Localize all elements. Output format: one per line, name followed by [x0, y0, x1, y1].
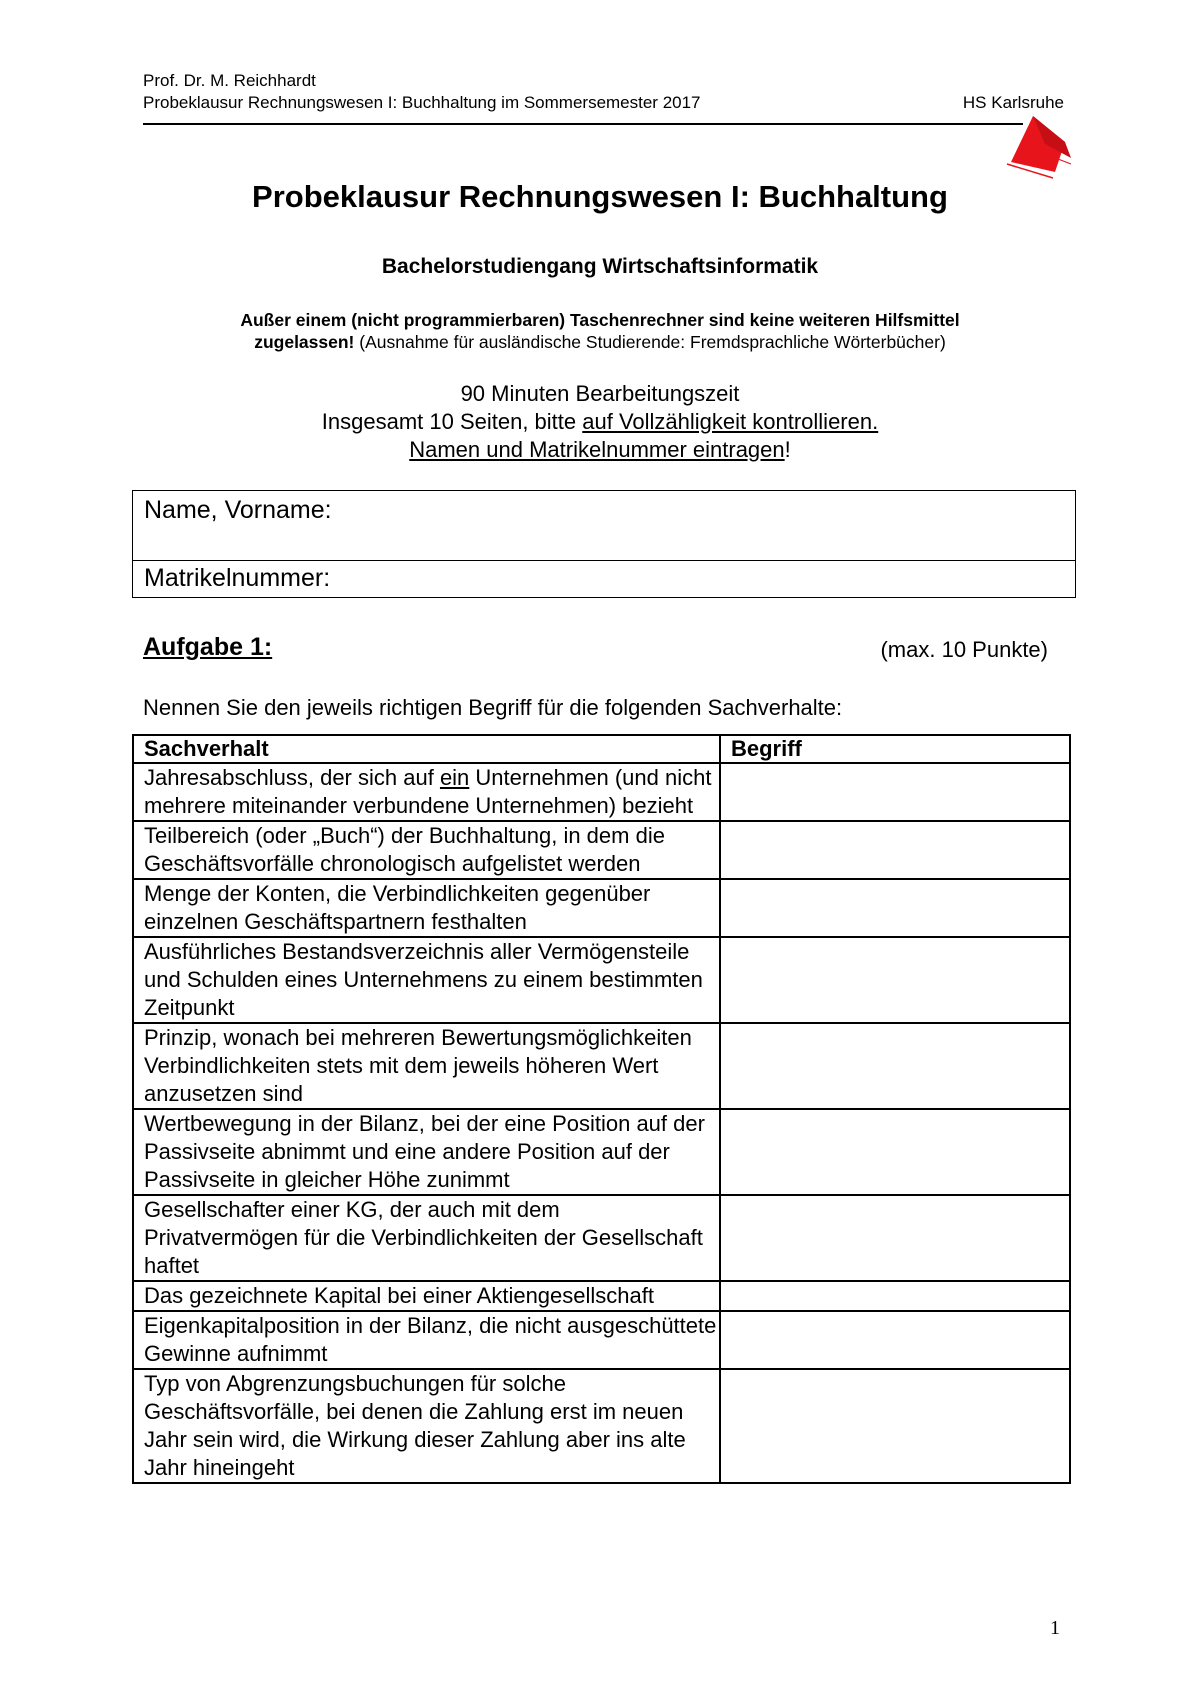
row-1-text-underlined: ein — [439, 765, 470, 790]
sachverhalt-cell: Das gezeichnete Kapital bei einer Aktiengesellschaft — [133, 1281, 720, 1311]
name-instruction-post: ! — [784, 437, 791, 462]
aids-allowed: zugelassen! — [254, 332, 355, 352]
begriff-answer-cell[interactable] — [720, 1195, 1070, 1281]
row-1-text-post: Unternehmen (und nicht mehrere miteinander verbundene Unternehmen) bezieht — [144, 765, 712, 818]
sachverhalt-cell: Ausführliches Bestandsverzeichnis aller Vermögensteile und Schulden eines Unternehmens zu einem bestimmten Zeitpunkt — [133, 937, 720, 1023]
sachverhalt-cell: Eigenkapitalposition in der Bilanz, die nicht ausgeschüttete Gewinne aufnimmt — [133, 1311, 720, 1369]
aids-exception: (Ausnahme für ausländische Studierende: Fremdsprachliche Wörterbücher) — [354, 332, 946, 352]
name-instruction-link: Namen und Matrikelnummer eintragen — [409, 437, 785, 462]
begriff-answer-cell[interactable] — [720, 1023, 1070, 1109]
aids-line-1: Außer einem (nicht programmierbaren) Taschenrechner sind keine weiteren Hilfsmittel — [240, 310, 960, 330]
aids-line-2 — [0, 331, 1200, 353]
sachverhalt-cell — [133, 763, 720, 821]
begriff-answer-cell[interactable] — [720, 1311, 1070, 1369]
table-row — [133, 1311, 1070, 1369]
hs-karlsruhe-logo-icon — [1005, 114, 1075, 182]
begriff-answer-cell[interactable] — [720, 1369, 1070, 1483]
name-label: Name, Vorname: — [144, 496, 332, 524]
header-author: Prof. Dr. M. Reichhardt — [143, 71, 316, 90]
header-institution: HS Karlsruhe — [962, 93, 1064, 112]
name-instruction — [0, 436, 1200, 464]
sachverhalt-cell: Gesellschafter einer KG, der auch mit dem Privatvermögen für die Verbindlichkeiten der Gesellschaft haftet — [133, 1195, 720, 1281]
table-row — [133, 879, 1070, 937]
matrikel-label: Matrikelnummer: — [144, 564, 331, 592]
table-row — [133, 1369, 1070, 1483]
header-rule — [143, 123, 1023, 125]
task-title: Aufgabe 1: — [143, 633, 273, 661]
task-points: (max. 10 Punkte) — [880, 637, 1048, 662]
student-info-box — [132, 490, 1076, 598]
begriff-answer-cell[interactable] — [720, 937, 1070, 1023]
pages-check: auf Vollzähligkeit kontrollieren. — [582, 409, 879, 434]
aids-notice — [0, 309, 1200, 353]
row-1-text-pre: Jahresabschluss, der sich auf — [144, 765, 440, 790]
begriff-answer-cell[interactable] — [720, 879, 1070, 937]
duration-text: 90 Minuten Bearbeitungszeit — [460, 381, 740, 406]
table-row — [133, 1109, 1070, 1195]
column-header-begriff: Begriff — [720, 735, 1070, 763]
program-name: Bachelorstudiengang Wirtschaftsinformatik — [381, 255, 819, 278]
sachverhalt-cell: Wertbewegung in der Bilanz, bei der eine Position auf der Passivseite abnimmt und eine andere Position auf der Passivseite in gleicher Höhe zunimmt — [133, 1109, 720, 1195]
table-row — [133, 1023, 1070, 1109]
table-row — [133, 763, 1070, 821]
name-row[interactable] — [133, 491, 1075, 561]
begriff-answer-cell[interactable] — [720, 763, 1070, 821]
header-subtitle: Probeklausur Rechnungswesen I: Buchhaltung im Sommersemester 2017 — [143, 93, 701, 112]
sachverhalt-cell: Prinzip, wonach bei mehreren Bewertungsmöglichkeiten Verbindlichkeiten stets mit dem jeweils höheren Wert anzusetzen sind — [133, 1023, 720, 1109]
sachverhalt-cell: Typ von Abgrenzungsbuchungen für solche Geschäftsvorfälle, bei denen die Zahlung erst im neuen Jahr sein wird, die Wirkung dieser Zahlung aber ins alte Jahr hineingeht — [133, 1369, 720, 1483]
begriff-answer-cell[interactable] — [720, 1281, 1070, 1311]
begriff-answer-cell[interactable] — [720, 821, 1070, 879]
sachverhalt-cell: Menge der Konten, die Verbindlichkeiten gegenüber einzelnen Geschäftspartnern festhalten — [133, 879, 720, 937]
pages-text — [0, 408, 1200, 436]
task-table — [132, 734, 1071, 1484]
pages-pre: Insgesamt 10 Seiten, bitte — [321, 409, 583, 434]
sachverhalt-cell: Teilbereich (oder „Buch“) der Buchhaltung, in dem die Geschäftsvorfälle chronologisch aufgelistet werden — [133, 821, 720, 879]
task-instruction: Nennen Sie den jeweils richtigen Begriff für die folgenden Sachverhalte: — [143, 695, 843, 720]
page-number: 1 — [1050, 1617, 1060, 1639]
table-row — [133, 1281, 1070, 1311]
table-row — [133, 937, 1070, 1023]
begriff-answer-cell[interactable] — [720, 1109, 1070, 1195]
column-header-sachverhalt: Sachverhalt — [133, 735, 720, 763]
table-header-row — [133, 735, 1070, 763]
table-row — [133, 821, 1070, 879]
page-title: Probeklausur Rechnungswesen I: Buchhaltung — [252, 179, 948, 214]
table-row — [133, 1195, 1070, 1281]
exam-info — [0, 380, 1200, 464]
